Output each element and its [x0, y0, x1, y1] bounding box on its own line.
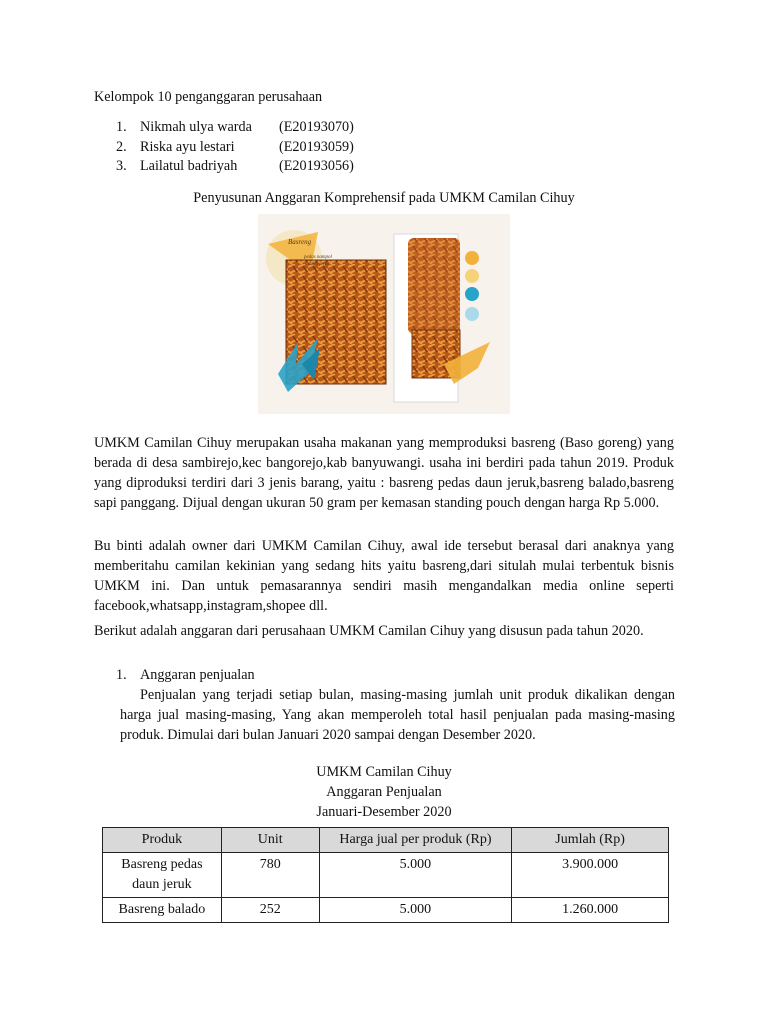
column-header-total: Jumlah (Rp) — [512, 828, 669, 853]
cell-unit: 780 — [221, 853, 319, 898]
cell-unit: 252 — [221, 898, 319, 923]
label-text-2: pedas nampol — [304, 255, 332, 260]
paragraph-owner: Bu binti adalah owner dari UMKM Camilan Cihuy, awal ide tersebut berasal dari anaknya yang memberitahu camilan kekinian yang sedang hits yaitu basreng,dari situlah mulai terbentuk bisnis UMKM ini. Dan untuk pemasarannya sendiri masih mengandalkan media online seperti facebook,whatsapp,instagram,shopee dll. — [94, 538, 674, 614]
cell-product: Basreng pedas daun jeruk — [103, 853, 222, 898]
table-caption-title: Anggaran Penjualan — [326, 784, 442, 800]
cell-price: 5.000 — [319, 853, 512, 898]
product-illustration — [258, 214, 510, 414]
cell-product: Basreng balado — [103, 898, 222, 923]
list-item: 2. Riska ayu lestari (E20193059) — [116, 139, 354, 155]
section-text: Penjualan yang terjadi setiap bulan, masing-masing jumlah unit produk dikalikan dengan harga jual masing-masing, Yang akan memperoleh total hasil penjualan pada masing-masing produk. Dimulai dari bulan Januari 2020 sampai dengan Desember 2020. — [120, 687, 675, 743]
table-row — [103, 853, 669, 898]
product-photo — [258, 214, 510, 414]
cell-price: 5.000 — [319, 898, 512, 923]
column-header-unit: Unit — [221, 828, 319, 853]
document-title: Penyusunan Anggaran Komprehensif pada UMKM Camilan Cihuy — [193, 190, 575, 206]
label-text-1: Basreng — [288, 238, 312, 246]
table-header-row — [103, 828, 669, 853]
column-header-price: Harga jual per produk (Rp) — [319, 828, 512, 853]
paragraph-budget-intro: Berikut adalah anggaran dari perusahaan UMKM Camilan Cihuy yang disusun pada tahun 2020. — [94, 623, 644, 639]
section-title: Anggaran penjualan — [140, 667, 255, 683]
list-item: 1. Nikmah ulya warda (E20193070) — [116, 119, 354, 135]
paragraph-intro: UMKM Camilan Cihuy merupakan usaha makanan yang memproduksi basreng (Baso goreng) yang berada di desa sambirejo,kec bangorejo,kab banyuwangi. usaha ini berdiri pada tahun 2019. Produk yang diproduksi terdiri dari 3 jenis barang, yaitu : basreng pedas daun jeruk,basreng balado,basreng sapi panggang. Dijual dengan ukuran 50 gram per kemasan standing pouch dengan harga Rp 5.000. — [94, 435, 674, 511]
cell-total: 3.900.000 — [512, 853, 669, 898]
cell-total: 1.260.000 — [512, 898, 669, 923]
column-header-product: Produk — [103, 828, 222, 853]
group-title: Kelompok 10 penganggaran perusahaan — [94, 89, 323, 105]
section-number: 1. — [116, 667, 127, 683]
table-caption-company: UMKM Camilan Cihuy — [316, 764, 452, 780]
sales-budget-table — [102, 827, 669, 923]
table-caption-period: Januari-Desember 2020 — [316, 804, 452, 820]
label-text-3: daun jeruk — [308, 262, 330, 267]
list-item: 3. Lailatul badriyah (E20193056) — [116, 158, 354, 174]
table-row — [103, 898, 669, 923]
